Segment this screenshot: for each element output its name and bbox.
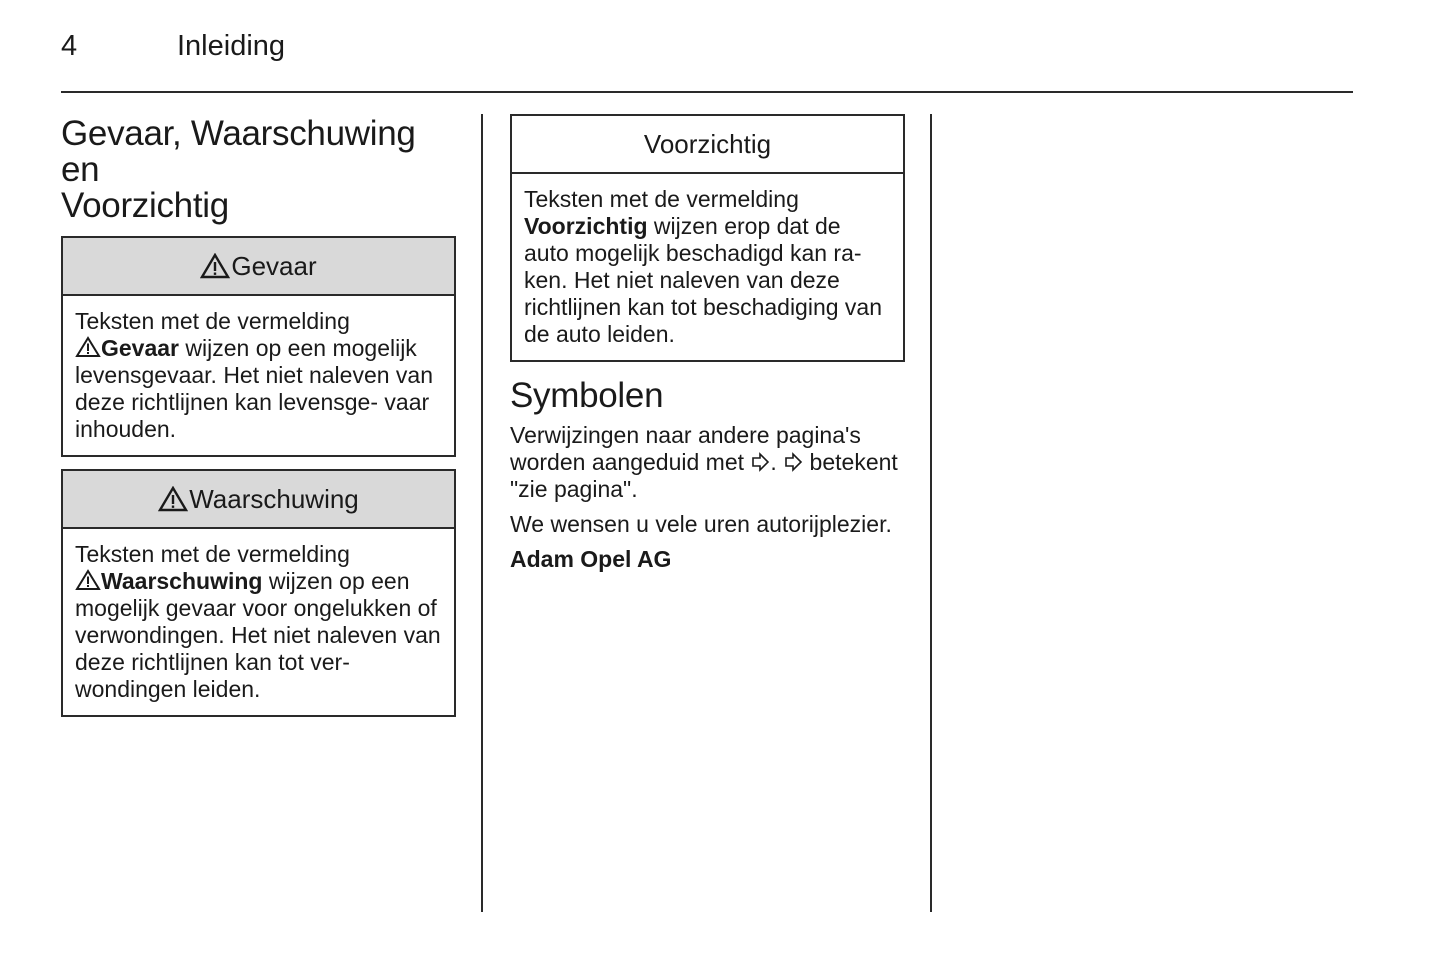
box-text-intro: Teksten met de vermelding: [75, 541, 350, 567]
warning-box-header: [63, 471, 454, 529]
box-text-rest: wijzen erop dat de auto mogelijk beschadigd kan ra- ken. Het niet naleven van deze richtlijnen kan tot beschadiging van de auto leiden.: [524, 213, 883, 347]
symbols-text: betekent "zie pagina".: [510, 449, 898, 502]
warning-triangle-icon: [158, 486, 188, 512]
box-text-intro: Teksten met de vermelding: [75, 308, 350, 334]
section-title-line: Gevaar, Waarschuwing en: [61, 114, 416, 189]
danger-box-heading: Gevaar: [231, 250, 317, 281]
caution-box-header: [512, 116, 903, 174]
page-reference-arrow-icon: [783, 451, 803, 471]
warning-box-heading: Waarschuwing: [189, 483, 359, 514]
danger-box: [61, 236, 456, 457]
danger-box-header: [63, 238, 454, 296]
caution-box-heading: Voorzichtig: [643, 128, 772, 159]
symbols-text: .: [770, 449, 784, 475]
signature: Adam Opel AG: [510, 546, 672, 572]
page-reference-arrow-icon: [750, 451, 770, 471]
warning-triangle-icon: [75, 569, 101, 591]
warning-triangle-icon: [200, 253, 230, 279]
page-number: 4: [61, 30, 78, 62]
box-text-rest: wijzen op een mogelijk levensgevaar. Het niet naleven van deze richtlijnen kan levensge- vaar inhouden.: [75, 335, 434, 442]
header-divider: [61, 91, 1353, 93]
caution-box: [510, 114, 905, 362]
box-keyword: Gevaar: [101, 335, 180, 361]
section-title: [61, 116, 456, 224]
warning-box-body: [63, 529, 454, 715]
symbols-text: Verwijzingen naar andere pagina's worden aangeduid met: [510, 422, 861, 475]
symbols-paragraph: [510, 422, 905, 503]
box-keyword: Voorzichtig: [524, 213, 648, 239]
warning-box: [61, 469, 456, 717]
box-text-rest: wijzen op een mogelijk gevaar voor ongelukken of verwondingen. Het niet naleven van deze richtlijnen kan tot ver- wondingen leiden.: [75, 568, 441, 702]
danger-box-body: [63, 296, 454, 455]
closing-paragraph: We wensen u vele uren autorijplezier.: [510, 511, 892, 537]
symbols-title: Symbolen: [510, 376, 664, 415]
left-column: [61, 114, 456, 729]
column-divider: [481, 114, 483, 912]
caution-box-body: [512, 174, 903, 360]
section-title-line: Voorzichtig: [61, 186, 229, 225]
column-divider: [930, 114, 932, 912]
middle-column: [510, 114, 905, 581]
warning-triangle-icon: [75, 336, 101, 358]
box-text-intro: Teksten met de vermelding: [524, 186, 799, 212]
box-keyword: Waarschuwing: [101, 568, 263, 594]
chapter-title: Inleiding: [177, 30, 286, 62]
